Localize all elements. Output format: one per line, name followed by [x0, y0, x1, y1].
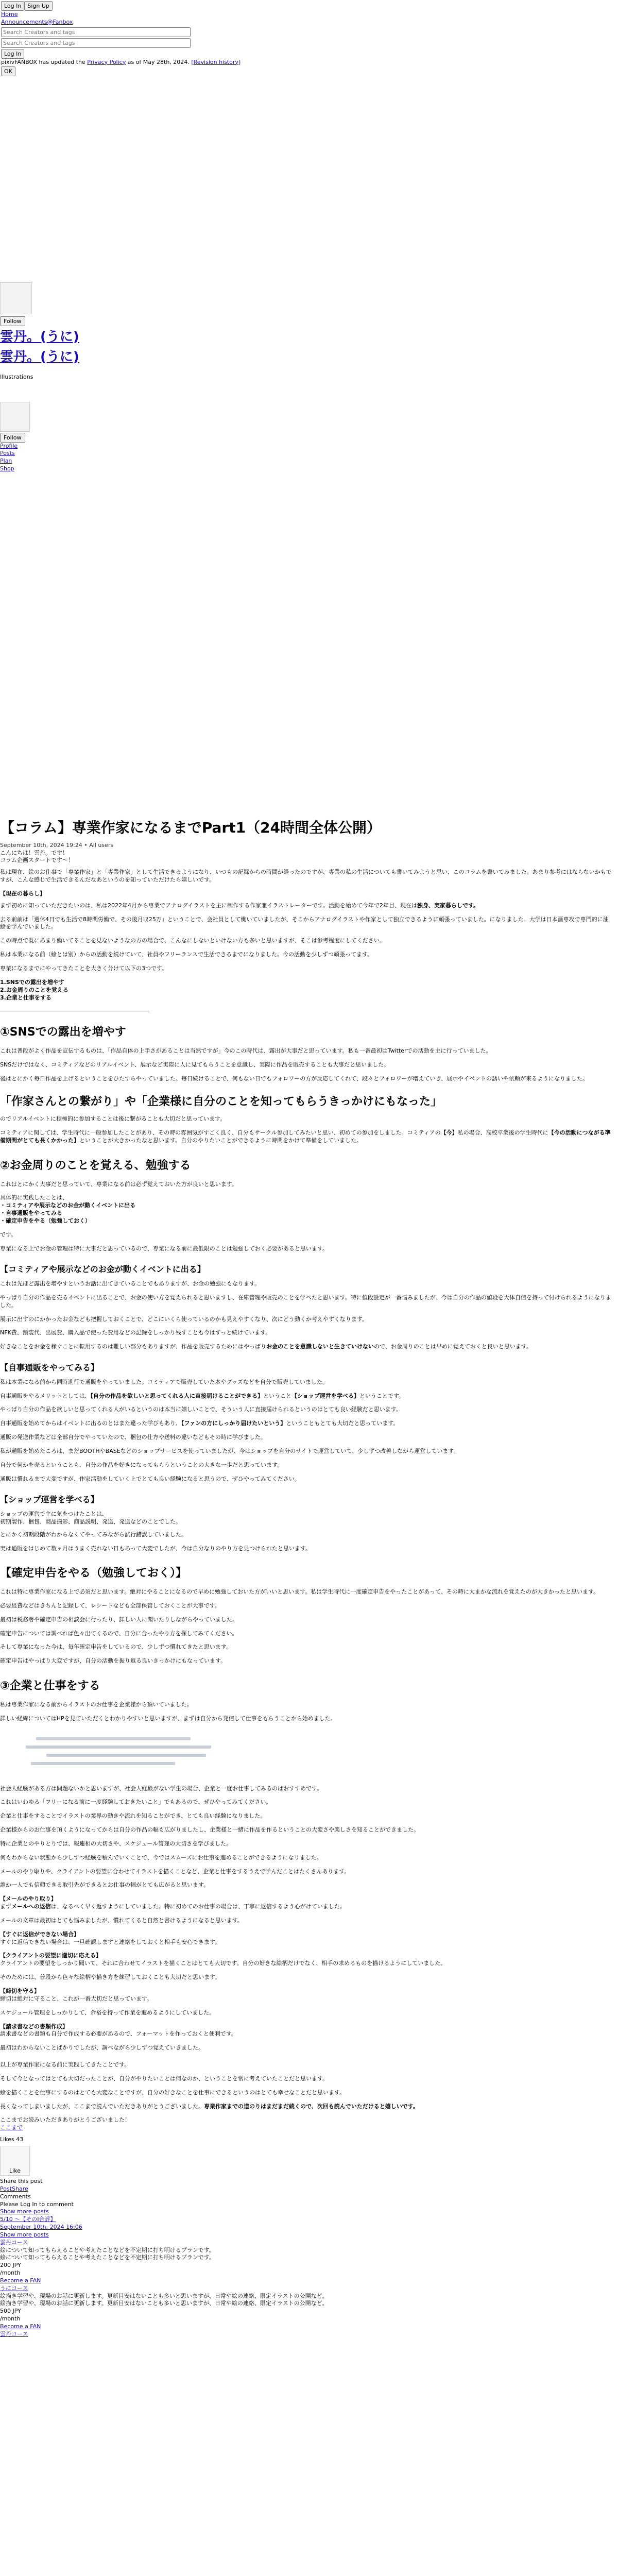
section-subheading: 【メールのやり取り】: [0, 1895, 57, 1903]
summary-list: [0, 979, 613, 1002]
paragraph: スケジュール管理をしっかりして、余裕を持って作業を進めるようにしていました。: [0, 2009, 215, 2016]
paragraph-text: 自事通販を始めてからはイベントに出るのとはまた違った学びもあり、: [0, 1420, 181, 1427]
image-stripe: [26, 1745, 211, 1749]
section-heading: ①SNSでの露出を増やす: [0, 1026, 126, 1039]
paragraph: SNSだけではなく、コミティアなどのリアルイベント、展示など実際に人に見てもらうことを意識し、実際に作品を販売することも大事だと思いました。: [0, 1061, 390, 1068]
paragraph: 通販の発送作業などは全部自分でやっていたので、梱包の仕方や送料の違いなどもその時に学びました。: [0, 1434, 266, 1441]
paragraph-text: ので、お金周りのことは早めに覚えておくと良いと思います。: [374, 1343, 532, 1350]
paragraph: 締切は絶対に守ること、これが一番大切だと思っています。: [0, 1995, 153, 2002]
paragraph: [0, 902, 613, 910]
post-title: 【コラム】専業作家になるまでPart1（24時間全体公開）: [0, 819, 382, 836]
paragraph: 確定申告はやっぱり大変ですが、自分の活動を振り返る良いきっかけにもなっています。: [0, 1657, 227, 1665]
follow-button[interactable]: Follow: [0, 316, 25, 326]
paragraph: メールの文章は最初はとても悩みましたが、慣れてくると自然と書けるようになると思います。: [0, 1917, 243, 1924]
paragraph: [0, 1343, 613, 1351]
policy-notice: [1, 59, 617, 66]
paragraph-text: コミティアに関しては、学生時代に一般参加したことがあり、その時の雰囲気がすごく良く、自分もサークル参加してみたいと思い、初めての参加をしました。コミティアの: [0, 1129, 441, 1137]
paragraph: 専業になるまでにやってきたことを大きく分けて以下の3つです。: [0, 965, 168, 972]
become-fan-link[interactable]: Become a FAN: [0, 2277, 41, 2284]
paragraph: これはいわゆる「フリーになる前に一度経験しておきたいこと」でもあるので、ぜひやってみてください。: [0, 1799, 272, 1806]
paragraph: です。: [0, 1231, 17, 1238]
paragraph: 企業様からのお仕事を頂くようになってからは自分の作品の幅も広がりましたし、企業様と一緒に作品を作るということの大変さや楽しさを知ることができました。: [0, 1826, 419, 1834]
share-link[interactable]: PostShare: [0, 2185, 28, 2192]
paragraph: [0, 1903, 613, 1911]
paragraph-text: 自事通販をやるメリットとしては、: [0, 1392, 91, 1399]
login-to-comment: Please Log In to comment: [0, 2200, 74, 2208]
paragraph: 企業と仕事をすることでイラストの業界の動きや流れを知ることができ、とても良い経験になりました。: [0, 1812, 266, 1820]
paragraph: とにかく初期段階がわからなくてやってみながら試行錯誤していました。: [0, 1531, 187, 1538]
paragraph-text: まず: [0, 1903, 11, 1910]
comments-heading: Comments: [0, 2193, 31, 2200]
section-subheading: 【現在の暮らし】: [0, 890, 45, 897]
revision-history-link[interactable]: [Revision history]: [191, 58, 241, 65]
nav-shop[interactable]: Shop: [0, 465, 14, 472]
plan-period: /month: [0, 2269, 21, 2277]
paragraph: 最初は税務署や確定申告の相談会に行ったり、詳しい人に聞いたりしながらやっていました。: [0, 1616, 238, 1623]
paragraph-bold: 【ショップ運営を学べる】: [291, 1392, 359, 1399]
section-heading: ②お金周りのことを覚える、勉強する: [0, 1159, 191, 1172]
paragraph: 最初はわからないことばかりでしたが、調べながら少しずつ覚えていきました。: [0, 2044, 204, 2052]
section-subheading: 【すぐに返信ができない場合】: [0, 1930, 79, 1938]
plan-price: 500 JPY: [0, 2308, 21, 2315]
section-subheading: 【締切を守る】: [0, 1988, 40, 1995]
list-item: 1.SNSでの露出を増やす: [0, 978, 64, 986]
plan-price: 200 JPY: [0, 2262, 21, 2269]
paragraph: [0, 2103, 613, 2111]
paragraph: 通販は慣れるまで大変ですが、作家活動をしていく上でとても良い経験になると思うので、ぜひやってみてください。: [0, 1475, 300, 1482]
paragraph-bold: 【今の活動につながる準備期間がとても長くかかった】: [0, 1129, 611, 1144]
paragraph: これは先ほど露出を増やすというお話に出てきていることでもありますが、お金の勉強にもなります。: [0, 1280, 261, 1287]
post-footer: [0, 2136, 618, 2239]
show-more-posts-link-secondary[interactable]: Show more posts: [0, 2231, 49, 2238]
image-stripe: [36, 1737, 191, 1740]
paragraph: [0, 916, 613, 931]
paragraph: 私は現在、絵のお仕事で「専業作家」と「専業作家」として生活できるようになり、いつもの記録からの時間が経ったのですが、専業の私の生活についても書いてみようと思い、このコラムを書いてみました。あまり参考にはならないかもですが、こんな感じで生活できるんだなあというのを知っていただけたら嬉しいです。: [0, 869, 612, 884]
post-intro-line-1: こんにちは！雲丹。です！: [0, 849, 68, 856]
paragraph: [0, 1393, 613, 1400]
paragraph: 私は本業になる前（絵とは別）からの活動を続けていて、社員やフリーランスで生活できるまでになりました。今の活動を少しずつ頑張ってます。: [0, 951, 373, 958]
creator-header: [0, 282, 618, 473]
paragraph: そして今となってはとても大切だったことが、自分がやりたいことは何なのか、ということを常に考えていたことだと思います。: [0, 2075, 329, 2082]
list-item: ・確定申告をやる（勉強しておく）: [0, 1217, 91, 1224]
paragraph: [0, 1129, 613, 1145]
paragraph: これは普段がよく作品を宣伝するものは、「作品自体の上手さがあることは当然ですが」今のこの時代は、露出が大事だと思っています。私も一番最初はTwitterでの活動を主に行っていました。: [0, 1047, 492, 1055]
paragraph-text: 去る前前は「週休4日でも生活で8時間労働で、その後月収25万」ということで、会社員として働いていましたが、そこからアナログイラストや作家として独立できるように頑張っていました。: [0, 916, 490, 923]
announcements-link[interactable]: Announcements@Fanbox: [1, 18, 73, 25]
like-button[interactable]: [0, 2146, 30, 2176]
section-subheading: 【自事通販をやってみる】: [0, 1363, 99, 1373]
paragraph: NFK費、額装代、出展費、購入品で使った費用などの記録をしっかり残すことも今はずっと続けています。: [0, 1329, 271, 1336]
paragraph: 社会人経験がある方は問題ないかと思いますが、社会人経験がない学生の場合、企業と一度お仕事してみるのはおすすめです。: [0, 1785, 323, 1792]
plan-description: 絵描き学習や、現場のお話に更新します。更新目安はないことも多いと思いますが、日常や絵の連絡、限定イラストの公開など。: [0, 2300, 328, 2307]
paragraph-text: 好きなことをお金を稼ぐことに転用するのは難しい部分もありますが、作品を販売するためにはやっぱり: [0, 1343, 266, 1350]
paragraph: すぐに返信できない場合は、一旦確認しますと連絡をしておくと相手も安心できます。: [0, 1938, 221, 1945]
paragraph: 実は通販をはじめて数ヶ月はうまく売れない日もあって大変でしたが、今は自分なりのやり方を見つけられたと思います。: [0, 1545, 312, 1552]
paragraph: これはとにかく大事だと思っていて、専業になる前は必ず覚えておいた方が良いと思います。: [0, 1180, 237, 1188]
paragraph: メールのやり取りや、クライアントの要望に合わせてイラストを描くことなど、企業と仕事をするうえで学んだことはたくさんあります。: [0, 1868, 350, 1875]
list-item: 3.企業と仕事をする: [0, 994, 52, 1001]
login-button-secondary[interactable]: Log In: [1, 49, 24, 59]
image-stripe: [46, 1754, 206, 1757]
section-heading: 【確定申告をやる（勉強しておく）】: [0, 1567, 187, 1580]
paragraph-bold: メールへの返信: [11, 1903, 51, 1910]
continue-link[interactable]: ここまで: [0, 2124, 23, 2131]
policy-prefix: pixivFANBOX has updated the: [1, 58, 88, 65]
paragraph-text: ということです。: [359, 1392, 404, 1399]
login-button[interactable]: Log In: [1, 1, 24, 11]
search-input-secondary[interactable]: [1, 38, 191, 48]
ok-button[interactable]: OK: [1, 66, 15, 76]
plan-period: /month: [0, 2315, 21, 2323]
paragraph: 自分で何かを売るということも、自分の作品を好きになってもらうということの大きな一歩だと思っています。: [0, 1461, 283, 1468]
become-fan-link[interactable]: Become a FAN: [0, 2323, 41, 2330]
paragraph: やっぱり自分の作品を売るイベントに出ることで、お金の使い方を覚えられると思いますし、在庫管理や販売のことを学べたと思います。特に値段設定が一番悩みましたが、今は自分の作品の値段を大体自信を持って付けられるようになりました。: [0, 1294, 611, 1309]
plan-name[interactable]: うにコース: [0, 2284, 28, 2292]
likes-count: Likes 43: [0, 2136, 24, 2143]
paragraph: 何もわからない状態から少しずつ経験を積んでいくことで、今ではスムーズにお仕事を進めることができるようになりました。: [0, 1854, 322, 1861]
policy-suffix: as of May 28th, 2024.: [126, 58, 192, 65]
paragraph-text: まず初めに知っていただきたいのは、私は2022年4月から専業でアナログイラストを主に制作する作家兼イラストレーターです。活動を始めて今年で2年目、現在は: [0, 902, 417, 909]
auth-buttons: [1, 1, 617, 11]
paragraph: 後はとにかく毎日作品を上げるということをひたすらやっていました。毎日続けることで、何もない日でもフォロワーの方が反応してくれて、段々とフォロワーが増えていき、展示やイベントの誘いや依頼が来るようになりました。: [0, 1075, 589, 1082]
creator-name-secondary[interactable]: 雲丹。(うに): [0, 349, 79, 365]
list-item: ・自事通販をやってみる: [0, 1210, 62, 1217]
plan-name[interactable]: 雲丹コース: [0, 2239, 28, 2246]
paragraph: これは特に専業作家になる上で必須だと思います。絶対にやることになるので早めに勉強しておいた方がいいと思います。私は学生時代に一度確定申告をやったことがあって、その時に大まかな流れを覚えたのが大きかったと思います。: [0, 1588, 599, 1596]
paragraph-bold: 【今】: [440, 1129, 458, 1137]
post-meta: September 10th, 2024 19:24 • All users: [0, 841, 114, 849]
plan-card: [0, 2285, 618, 2331]
plan-card: [0, 2239, 618, 2285]
paragraph: 絵を描くことを仕事にするのはとても大変なことですが、自分の好きなことを仕事にできるというのはとても幸せなことだと思います。: [0, 2089, 346, 2096]
section-heading: ③企業と仕事をする: [0, 1680, 100, 1693]
paragraph: ここまでお読みいただきありがとうございました！: [0, 2116, 130, 2124]
paragraph-bold: お金のことを意識しないと生きていけない: [266, 1343, 374, 1350]
paragraph: ショップの運営で主に気をつけたことは、: [0, 1511, 108, 1518]
paragraph: のでリアルイベントに積極的に参加することは後に繋がることも大切だと思っています。: [0, 1115, 226, 1123]
paragraph-text: は、なるべく早く返すようにしていました。特に初めてのお仕事の場合は、丁寧に返信するよう心がけていました。: [50, 1903, 346, 1910]
paragraph-bold: 【ファンの方にしっかり届けたいという】: [181, 1420, 286, 1427]
paragraph: 私が通販を始めたころは、まだBOOTHやBASEなどのショップサービスを使っていましたが、今はショップを自分のサイトで運営していて、少しずつ改善しながら運営しています。: [0, 1447, 459, 1454]
home-link[interactable]: Home: [1, 11, 18, 18]
paragraph-text: 長くなってしまいましたが、ここまで読んでいただきありがとうございました。: [0, 2103, 204, 2110]
nav-profile[interactable]: Profile: [0, 442, 18, 449]
paragraph: [0, 1420, 613, 1428]
creator-name[interactable]: 雲丹。(うに): [0, 329, 79, 345]
creator-nav: [0, 443, 618, 473]
list-item: ・コミティアや展示などのお金が動くイベントに出る: [0, 1202, 136, 1209]
action-list: [0, 1202, 613, 1225]
paragraph: 以上が専業作家になる前に実践してきたことです。: [0, 2061, 130, 2069]
paragraph-text: ということもとても大切だと思っています。: [286, 1420, 399, 1427]
image-stripe: [31, 1762, 175, 1765]
plan-description: 絵描き学習や、現場のお話に更新します。更新目安はないことも多いと思いますが、日常や絵の連絡、限定イラストの公開など。: [0, 2292, 328, 2299]
list-item: 2.お金周りのことを覚える: [0, 986, 68, 993]
embedded-image: [26, 1732, 224, 1776]
avatar-small: [0, 402, 30, 432]
nav-posts[interactable]: Posts: [0, 450, 15, 457]
paragraph: 私は専業作家になる前からイラストのお仕事を企業様から頂いていました。: [0, 1701, 193, 1708]
paragraph-bold: 独身、実家暮らしです。: [417, 902, 479, 909]
like-label: Like: [9, 2167, 21, 2175]
section-subheading: 【クライアントの要望に適切に応える】: [0, 1952, 101, 1959]
bottom-plan-link[interactable]: 雲丹コース: [0, 2330, 28, 2337]
paragraph: そして専業になった今は、毎年確定申告をしているので、少しずつ慣れてきたと思います。: [0, 1643, 232, 1651]
highlight-heading: 「作家さんとの繋がり」や「企業様に自分のことを知ってもらうきっかけにもなった」: [0, 1095, 442, 1108]
paragraph-text: ということが大きかったなと思います。自分のやりたいことができるように時間をかけて準備をしていました。: [79, 1137, 363, 1144]
post-article: [0, 818, 613, 2132]
avatar: [0, 282, 32, 314]
next-post-date[interactable]: September 10th, 2024 16:06: [0, 2224, 82, 2231]
paragraph: 私は本業になる前から同時進行で通販をやっていました。コミティアで販売していた本やグッズなどを自分で販売していました。: [0, 1378, 328, 1385]
post-intro-line-2: コラム企画スタートです～！: [0, 857, 74, 864]
creator-category: Illustrations: [0, 373, 33, 380]
paragraph-text: ということ: [263, 1392, 292, 1399]
cover-area: [0, 76, 618, 272]
follow-button-secondary[interactable]: Follow: [0, 433, 25, 443]
paragraph: そのためには、普段から色々な絵柄や描き方を練習しておくことも大切だと思います。: [0, 1974, 221, 1981]
paragraph-bold: 【自分の作品を欲しいと思ってくれる人に直接届けることができる】: [90, 1392, 264, 1399]
plan-description: 絵について知ってもらえることや考えたことなどを不定期に打ち明けるプランです。: [0, 2254, 215, 2261]
paragraph: 展示に出すのにかかったお金なども把握しておくことで、どこにいくら使っているのかも見えやすくなり、次にどう動くか考えやすくなります。: [0, 1315, 368, 1323]
section-subheading: 【コミティアや展示などのお金が動くイベントに出る】: [0, 1264, 205, 1275]
paragraph: 詳しい経緯についてはHPを見ていただくとわかりやすいと思いますが、まずは自分から発信して仕事をもらうことから始めました。: [0, 1715, 336, 1722]
section-subheading: 【請求書などの書類作成】: [0, 2023, 68, 2030]
paragraph-text: 私の場合、高校卒業後の学生時代に: [457, 1129, 548, 1137]
paragraph: 初期製作、梱包、商品撮影、商品説明、発送、発送などのことでした。: [0, 1518, 181, 1525]
show-more-posts-link[interactable]: Show more posts: [0, 2208, 49, 2215]
nav-plan[interactable]: Plan: [0, 457, 12, 465]
paragraph: クライアントの要望をしっかり聞いて、それに合わせてイラストを描くことはとても大切です。自分の好きな絵柄だけでなく、相手の求めるものを描けるようにしていました。: [0, 1960, 447, 1967]
section-subheading: 【ショップ運営を学べる】: [0, 1495, 99, 1505]
paragraph: 具体的に実践したことは、: [0, 1194, 68, 1201]
paragraph: 誰か一人でも信頼できる取引先ができるとお仕事の幅がとても広がると思います。: [0, 1882, 210, 1889]
paragraph: 専業になる上でお金の管理は特に大事だと思っているので、専業になる前に最低限のことは勉強しておく必要があると思います。: [0, 1245, 328, 1252]
paragraph: 請求書などの書類も自分で作成する必要があるので、フォーマットを作っておくと便利です。: [0, 2030, 237, 2038]
plan-description: 絵について知ってもらえることや考えたことなどを不定期に打ち明けるプランです。: [0, 2246, 215, 2253]
paragraph: この時点で既にあまり働いてることを見ないようなの方の場合で、こんなにしないといけない方も多いと思いますが、そこは参考程度にしてください。: [0, 937, 385, 944]
privacy-policy-link[interactable]: Privacy Policy: [87, 58, 126, 65]
paragraph: 確定申告については調べれば色々出てくるので、自分に合ったやり方を探してみてください。: [0, 1630, 238, 1637]
paragraph: やっぱり自分の作品を欲しいと思ってくれる人がいるというのは本当に嬉しいことで、そういう人に直接届けられるというのはとても良い経験だと思います。: [0, 1406, 402, 1413]
next-post-link[interactable]: 5/10 ～【そのI合評】: [0, 2216, 56, 2223]
top-bar: [0, 0, 618, 76]
share-heading: Share this post: [0, 2177, 43, 2184]
paragraph: 特に企業とのやりとりでは、報連相の大切さや、スケジュール管理の大切さを学びました。: [0, 1840, 232, 1847]
paragraph: 必要経費などはきちんと記録して、レシートなども全部保管しておくことが大事です。: [0, 1602, 220, 1609]
paragraph-text: になりました。大学は日本画専攻で専門的に油絵を学んでいました。: [0, 916, 609, 930]
signup-button[interactable]: Sign Up: [24, 1, 53, 11]
paragraph-bold: 専業作家までの道のりはまだまだ続くので、次回も読んでいただけると嬉しいです。: [204, 2103, 419, 2110]
search-input[interactable]: [1, 27, 191, 37]
